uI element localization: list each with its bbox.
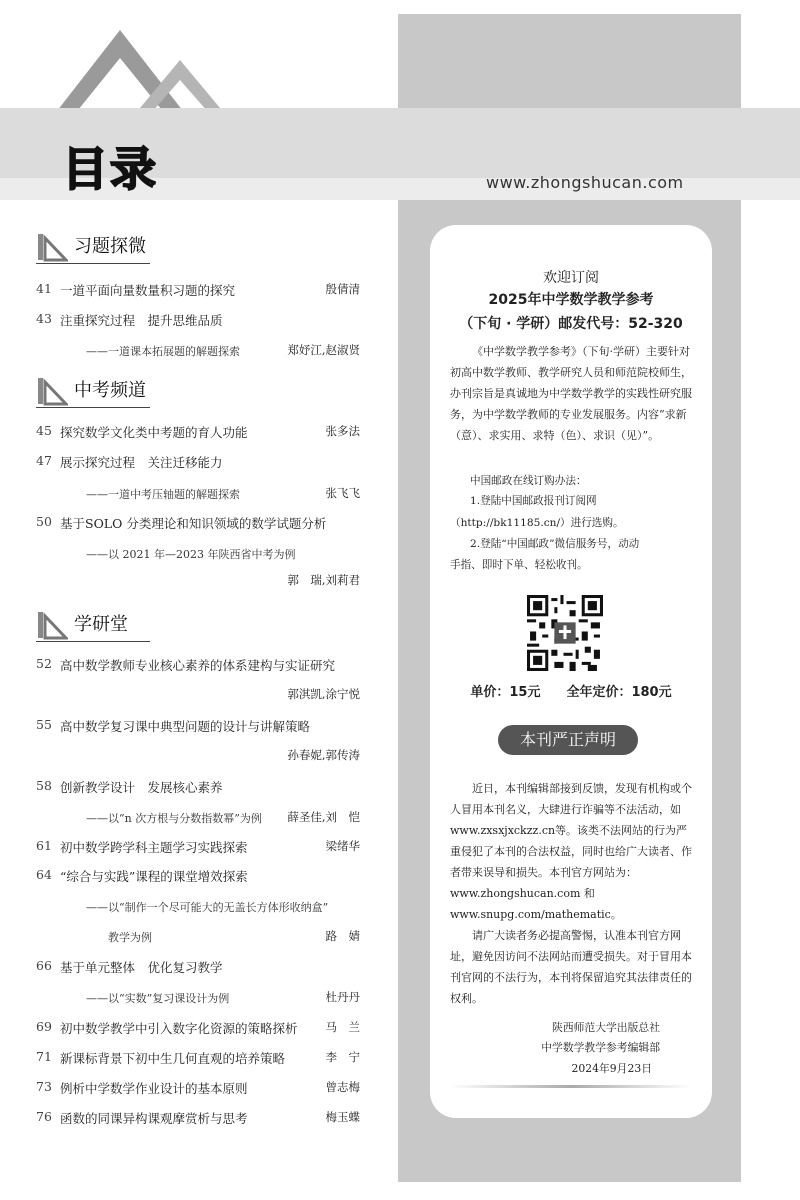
entry-author: 郭淇凯,涂宁悦 [287,687,360,701]
subscribe-intro: 《中学数学教学参考》（下旬·学研）主要针对初高中数学教师、教学研究人员和师范院校师生，办刊宗旨是真诚地为中学数学教学的实践性研究服务，为中学数学教师的专业发展服务。内容“求新（意）、求实用、求特（色）、求识（见）”。 [450,345,692,442]
postal-code: （下旬 · 学研）邮发代号：52-320 [459,316,683,332]
entry-subtitle: ——以“实数”复习课设计为例 [86,992,230,1005]
section-title: 习题探微 [74,236,146,257]
website-url: www.zhongshucan.com [486,173,684,192]
entry-author: 殷倩清 [325,282,360,296]
entry-title: 高中数学复习课中典型问题的设计与讲解策略 [60,719,311,734]
entry-page: 47 [36,453,52,468]
post-step-1-url[interactable]: （http://bk11185.cn/）进行选购。 [450,517,624,529]
entry-page: 45 [36,423,52,438]
entry-title: 一道平面向量数量积习题的探究 [60,283,236,298]
entry-author: 孙春妮,郭传涛 [287,748,360,762]
entry-page: 66 [36,958,52,973]
entry-page: 58 [36,778,52,793]
section-underline [36,263,150,264]
subscribe-heading: 欢迎订阅 [543,270,599,286]
section-logo-icon [36,608,68,640]
entry-page: 50 [36,514,52,529]
section-underline [36,641,150,642]
entry-subtitle: ——以“n 次方根与分数指数幂”为例 [86,812,262,825]
entry-author: 曾志梅 [325,1080,360,1094]
entry-author: 李 宁 [325,1050,360,1064]
section-title: 学研堂 [74,614,128,635]
page-title: 目录 [62,142,158,196]
entry-title: 创新教学设计 发展核心素养 [60,780,223,795]
statement-para-2: 请广大读者务必提高警惕，认准本刊官方网址，避免因访问不法网站而遭受损失。对于冒用本刊官网的不法行为，本刊将保留追究其法律责任的权利。 [450,929,692,1005]
entry-title: 探究数学文化类中考题的育人功能 [60,425,248,440]
entry-page: 73 [36,1079,52,1094]
entry-page: 43 [36,311,52,326]
entry-title: 基于SOLO 分类理论和知识领域的数学试题分析 [60,516,327,531]
price-info: 单价：15元 全年定价：180元 [470,685,672,700]
entry-page: 41 [36,281,52,296]
entry-title: 初中数学教学中引入数字化资源的策略探析 [60,1021,298,1036]
entry-author: 杜丹丹 [325,990,360,1004]
qr-code-icon[interactable] [527,595,603,671]
entry-author: 薛圣佳,刘 恺 [287,810,360,824]
entry-title: 例析中学数学作业设计的基本原则 [60,1081,248,1096]
signature-publisher: 陕西师范大学出版总社 [552,1021,660,1034]
entry-author: 路 婧 [325,929,360,943]
entry-subtitle: ——一道中考压轴题的解题探索 [86,488,240,501]
signature-date: 2024年9月23日 [571,1062,652,1075]
entry-author: 张多法 [325,424,360,438]
post-step-2-cont: 手指、即时下单、轻松收刊。 [450,559,588,571]
signature-editorial: 中学数学教学参考编辑部 [541,1041,660,1054]
entry-subtitle: ——以“制作一个尽可能大的无盖长方体形收纳盒” [86,901,329,914]
entry-author: 梅玉蝶 [325,1110,360,1124]
entry-title: 注重探究过程 提升思维品质 [60,313,223,328]
entry-page: 55 [36,717,52,732]
subscribe-journal: 2025年中学数学教学参考 [488,292,654,308]
section-title: 中考频道 [74,380,146,401]
entry-author: 郑妤江,赵淑贤 [287,343,360,357]
entry-author: 马 兰 [325,1020,360,1034]
entry-title: 初中数学跨学科主题学习实践探索 [60,840,248,855]
entry-title: 新课标背景下初中生几何直观的培养策略 [60,1051,286,1066]
statement-badge: 本刊严正声明 [498,725,638,755]
entry-author: 梁绪华 [325,839,360,853]
post-title: 中国邮政在线订购办法： [470,475,587,487]
entry-page: 52 [36,656,52,671]
entry-page: 61 [36,838,52,853]
section-logo-icon [36,230,68,262]
entry-page: 64 [36,867,52,882]
post-step-2: 2.登陆“中国邮政”微信服务号，动动 [470,538,640,550]
entry-page: 69 [36,1019,52,1034]
entry-page: 76 [36,1109,52,1124]
entry-title: 展示探究过程 关注迁移能力 [60,455,223,470]
entry-title: 函数的同课异构课观摩赏析与思考 [60,1111,248,1126]
post-step-1: 1.登陆中国邮政报刊订阅网 [470,495,597,507]
statement-para-1: 近日，本刊编辑部接到反馈，发现有机构或个人冒用本刊名义，大肆进行诈骗等不法活动，如www.zxsxjxckzz.cn等。该类不法网站的行为严重侵犯了本刊的合法权益，同时也给广大读者、作者带来误导和损失。本刊官方网站为：www.zhongshucan.com 和www.snupg.com/mathematic。 [450,782,692,921]
entry-title: “综合与实践”课程的课堂增效探索 [60,869,248,884]
entry-author: 郭 瑞,刘莉君 [287,573,360,587]
entry-subtitle-cont: 教学为例 [108,931,152,944]
entry-author: 张飞飞 [325,486,360,500]
subscription-card [430,225,712,1118]
entry-subtitle: ——一道课本拓展题的解题探索 [86,345,240,358]
entry-title: 高中数学教师专业核心素养的体系建构与实证研究 [60,658,336,673]
card-divider [450,1085,692,1088]
entry-page: 71 [36,1049,52,1064]
header-decoration [30,20,270,120]
entry-subtitle: ——以 2021 年—2023 年陕西省中考为例 [86,548,296,561]
entry-title: 基于单元整体 优化复习教学 [60,960,223,975]
section-logo-icon [36,374,68,406]
section-underline [36,407,150,408]
